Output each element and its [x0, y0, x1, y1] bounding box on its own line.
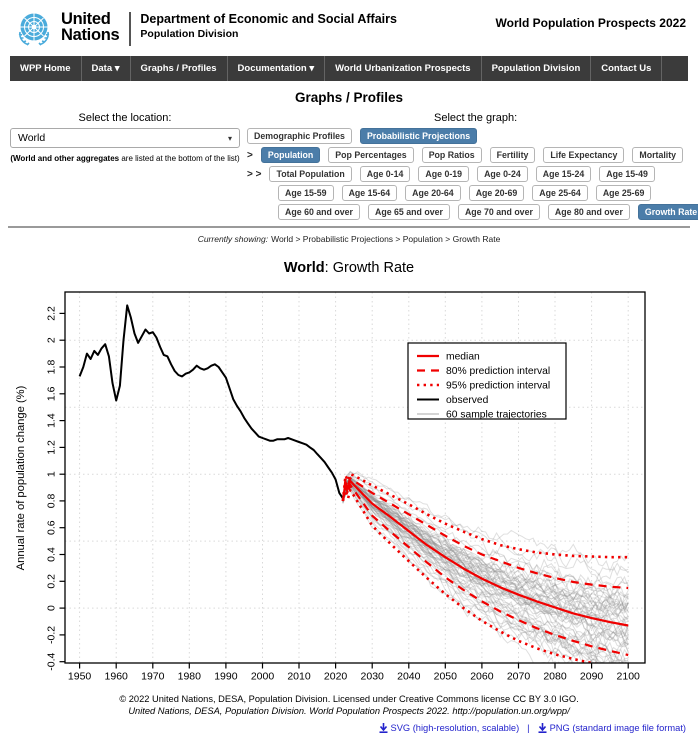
un-wordmark: United Nations: [61, 10, 120, 44]
graph-row-4: [247, 185, 698, 201]
chevron-down-icon: ▾: [227, 133, 232, 143]
svg-text:1.8: 1.8: [45, 359, 58, 375]
department-title: Department of Economic and Social Affairs: [140, 12, 397, 26]
svg-text:2100: 2100: [616, 670, 640, 683]
location-select-value: World: [18, 132, 46, 144]
svg-text:1970: 1970: [141, 670, 165, 683]
graph-row-3: [247, 166, 698, 182]
svg-text:1.6: 1.6: [45, 386, 58, 402]
download-svg-link[interactable]: [379, 723, 520, 733]
graph-btn-demographic-profiles[interactable]: Demographic Profiles: [247, 128, 352, 144]
graph-btn-fertility[interactable]: Fertility: [490, 147, 536, 163]
svg-text:0.8: 0.8: [45, 493, 58, 509]
chart-title-location: World: [283, 260, 325, 276]
svg-text:2.2: 2.2: [45, 306, 58, 321]
graph-row-2: [247, 147, 698, 163]
legend-label-95pi: 95% prediction interval: [446, 380, 551, 392]
breadcrumb: [0, 234, 698, 244]
graph-column: [240, 112, 698, 223]
page-title: Graphs / Profiles: [294, 90, 404, 105]
graph-btn-age-80-over[interactable]: Age 80 and over: [548, 204, 630, 220]
main-nav: [10, 56, 688, 81]
download-icon: [379, 723, 388, 733]
svg-text:0: 0: [45, 605, 58, 612]
graph-btn-probabilistic-projections[interactable]: Probabilistic Projections: [360, 128, 477, 144]
legend-label-median: median: [446, 351, 480, 363]
location-note: [10, 153, 240, 165]
graph-btn-age-20-64[interactable]: Age 20-64: [405, 185, 461, 201]
graph-row-1: [247, 128, 698, 144]
graph-label: Select the graph:: [434, 112, 518, 124]
department-block: [140, 8, 397, 40]
svg-text:2: 2: [45, 337, 58, 344]
svg-text:1.4: 1.4: [45, 413, 58, 428]
nav-population-division[interactable]: Population Division: [482, 56, 592, 81]
nav-documentation-menu[interactable]: Documentation ▾: [228, 56, 326, 81]
graph-btn-age-70-over[interactable]: Age 70 and over: [458, 204, 540, 220]
nav-wpp-home[interactable]: WPP Home: [10, 56, 82, 81]
link-separator: |: [527, 723, 530, 733]
section-divider: [8, 226, 690, 228]
header-divider: [129, 12, 131, 46]
svg-text:1980: 1980: [177, 670, 201, 683]
legend-label-observed: observed: [446, 395, 489, 406]
graph-btn-age-0-14[interactable]: Age 0-14: [360, 166, 411, 182]
citation-line: United Nations, DESA, Population Division. World Population Prospects 2022. http://population.un.org/wpp/: [128, 706, 570, 716]
graph-btn-age-15-24[interactable]: Age 15-24: [536, 166, 592, 182]
product-title: World Population Prospects 2022: [495, 16, 686, 30]
download-png-label: PNG (standard image file format): [549, 723, 686, 733]
svg-text:-0.2: -0.2: [45, 625, 58, 644]
growth-rate-chart: [0, 278, 698, 690]
svg-text:1960: 1960: [104, 670, 128, 683]
legend-label-80pi: 80% prediction interval: [446, 366, 551, 377]
graph-btn-age-15-49[interactable]: Age 15-49: [599, 166, 655, 182]
graph-btn-age-60-over[interactable]: Age 60 and over: [278, 204, 360, 220]
svg-text:2080: 2080: [543, 670, 567, 683]
download-svg-label: SVG (high-resolution, scalable): [390, 723, 520, 733]
graph-btn-pop-ratios[interactable]: Pop Ratios: [422, 147, 482, 163]
svg-text:-0.4: -0.4: [45, 652, 58, 671]
graph-btn-mortality[interactable]: Mortality: [632, 147, 683, 163]
graph-btn-age-0-24[interactable]: Age 0-24: [477, 166, 528, 182]
svg-text:1950: 1950: [67, 670, 92, 683]
svg-text:0.6: 0.6: [45, 520, 58, 536]
location-select[interactable]: [10, 128, 240, 148]
svg-text:1: 1: [45, 471, 58, 478]
chart-legend: [408, 343, 566, 421]
svg-text:2040: 2040: [397, 670, 421, 683]
svg-text:0.2: 0.2: [45, 573, 58, 589]
un-logo-icon: [14, 8, 54, 48]
legend-label-trajectories: 60 sample trajectories: [446, 409, 547, 421]
svg-text:2070: 2070: [506, 670, 531, 683]
graph-btn-total-population[interactable]: Total Population: [269, 166, 351, 182]
graph-btn-life-expectancy[interactable]: Life Expectancy: [543, 147, 624, 163]
chart-title-metric: : Growth Rate: [324, 260, 415, 276]
graph-btn-population[interactable]: Population: [261, 147, 320, 163]
graph-row-5: [247, 204, 698, 220]
chart-title: [0, 260, 698, 276]
location-note-rest: are listed at the bottom of the list): [119, 154, 240, 163]
graph-btn-age-25-64[interactable]: Age 25-64: [532, 185, 588, 201]
svg-text:2010: 2010: [287, 670, 311, 683]
selector-area: [0, 112, 698, 223]
location-note-bold: (World and other aggregates: [10, 154, 120, 163]
copyright-line: © 2022 United Nations, DESA, Population Division. Licensed under Creative Commons license CC BY 3.0 IGO.: [119, 694, 579, 704]
site-header: [0, 0, 698, 49]
y-axis-label: Annual rate of population change (%): [15, 385, 27, 571]
download-links: [0, 723, 698, 733]
graph-btn-age-15-59[interactable]: Age 15-59: [278, 185, 334, 201]
svg-text:2020: 2020: [323, 670, 348, 683]
svg-text:2050: 2050: [433, 670, 457, 683]
nav-data-menu[interactable]: Data ▾: [82, 56, 131, 81]
svg-text:1.2: 1.2: [45, 440, 58, 455]
graph-btn-growth-rate[interactable]: Growth Rate: [638, 204, 698, 220]
svg-text:2030: 2030: [360, 670, 384, 683]
svg-text:2090: 2090: [579, 670, 604, 683]
graph-btn-age-15-64[interactable]: Age 15-64: [342, 185, 398, 201]
graph-btn-age-0-19[interactable]: Age 0-19: [418, 166, 469, 182]
graph-btn-age-65-over[interactable]: Age 65 and over: [368, 204, 450, 220]
graph-btn-age-25-69[interactable]: Age 25-69: [596, 185, 652, 201]
location-label: Select the location:: [78, 112, 172, 124]
location-column: [10, 112, 240, 165]
breadcrumb-path: World > Probabilistic Projections > Population > Growth Rate: [271, 234, 501, 244]
svg-text:1990: 1990: [214, 670, 238, 683]
nav-graphs-profiles[interactable]: Graphs / Profiles: [131, 56, 228, 81]
graph-btn-pop-percentages[interactable]: Pop Percentages: [328, 147, 413, 163]
row-prefix: > >: [247, 168, 262, 180]
division-title: Population Division: [140, 28, 239, 40]
svg-text:0.4: 0.4: [45, 547, 58, 562]
graph-btn-age-20-69[interactable]: Age 20-69: [469, 185, 525, 201]
download-icon: [538, 723, 547, 733]
row-prefix: >: [247, 149, 253, 161]
nav-contact-us[interactable]: Contact Us: [591, 56, 662, 81]
svg-text:2060: 2060: [470, 670, 494, 683]
svg-text:2000: 2000: [250, 670, 275, 683]
nav-world-urbanization-prospects[interactable]: World Urbanization Prospects: [325, 56, 481, 81]
download-png-link[interactable]: [538, 723, 686, 733]
breadcrumb-prefix: Currently showing:: [197, 234, 269, 244]
